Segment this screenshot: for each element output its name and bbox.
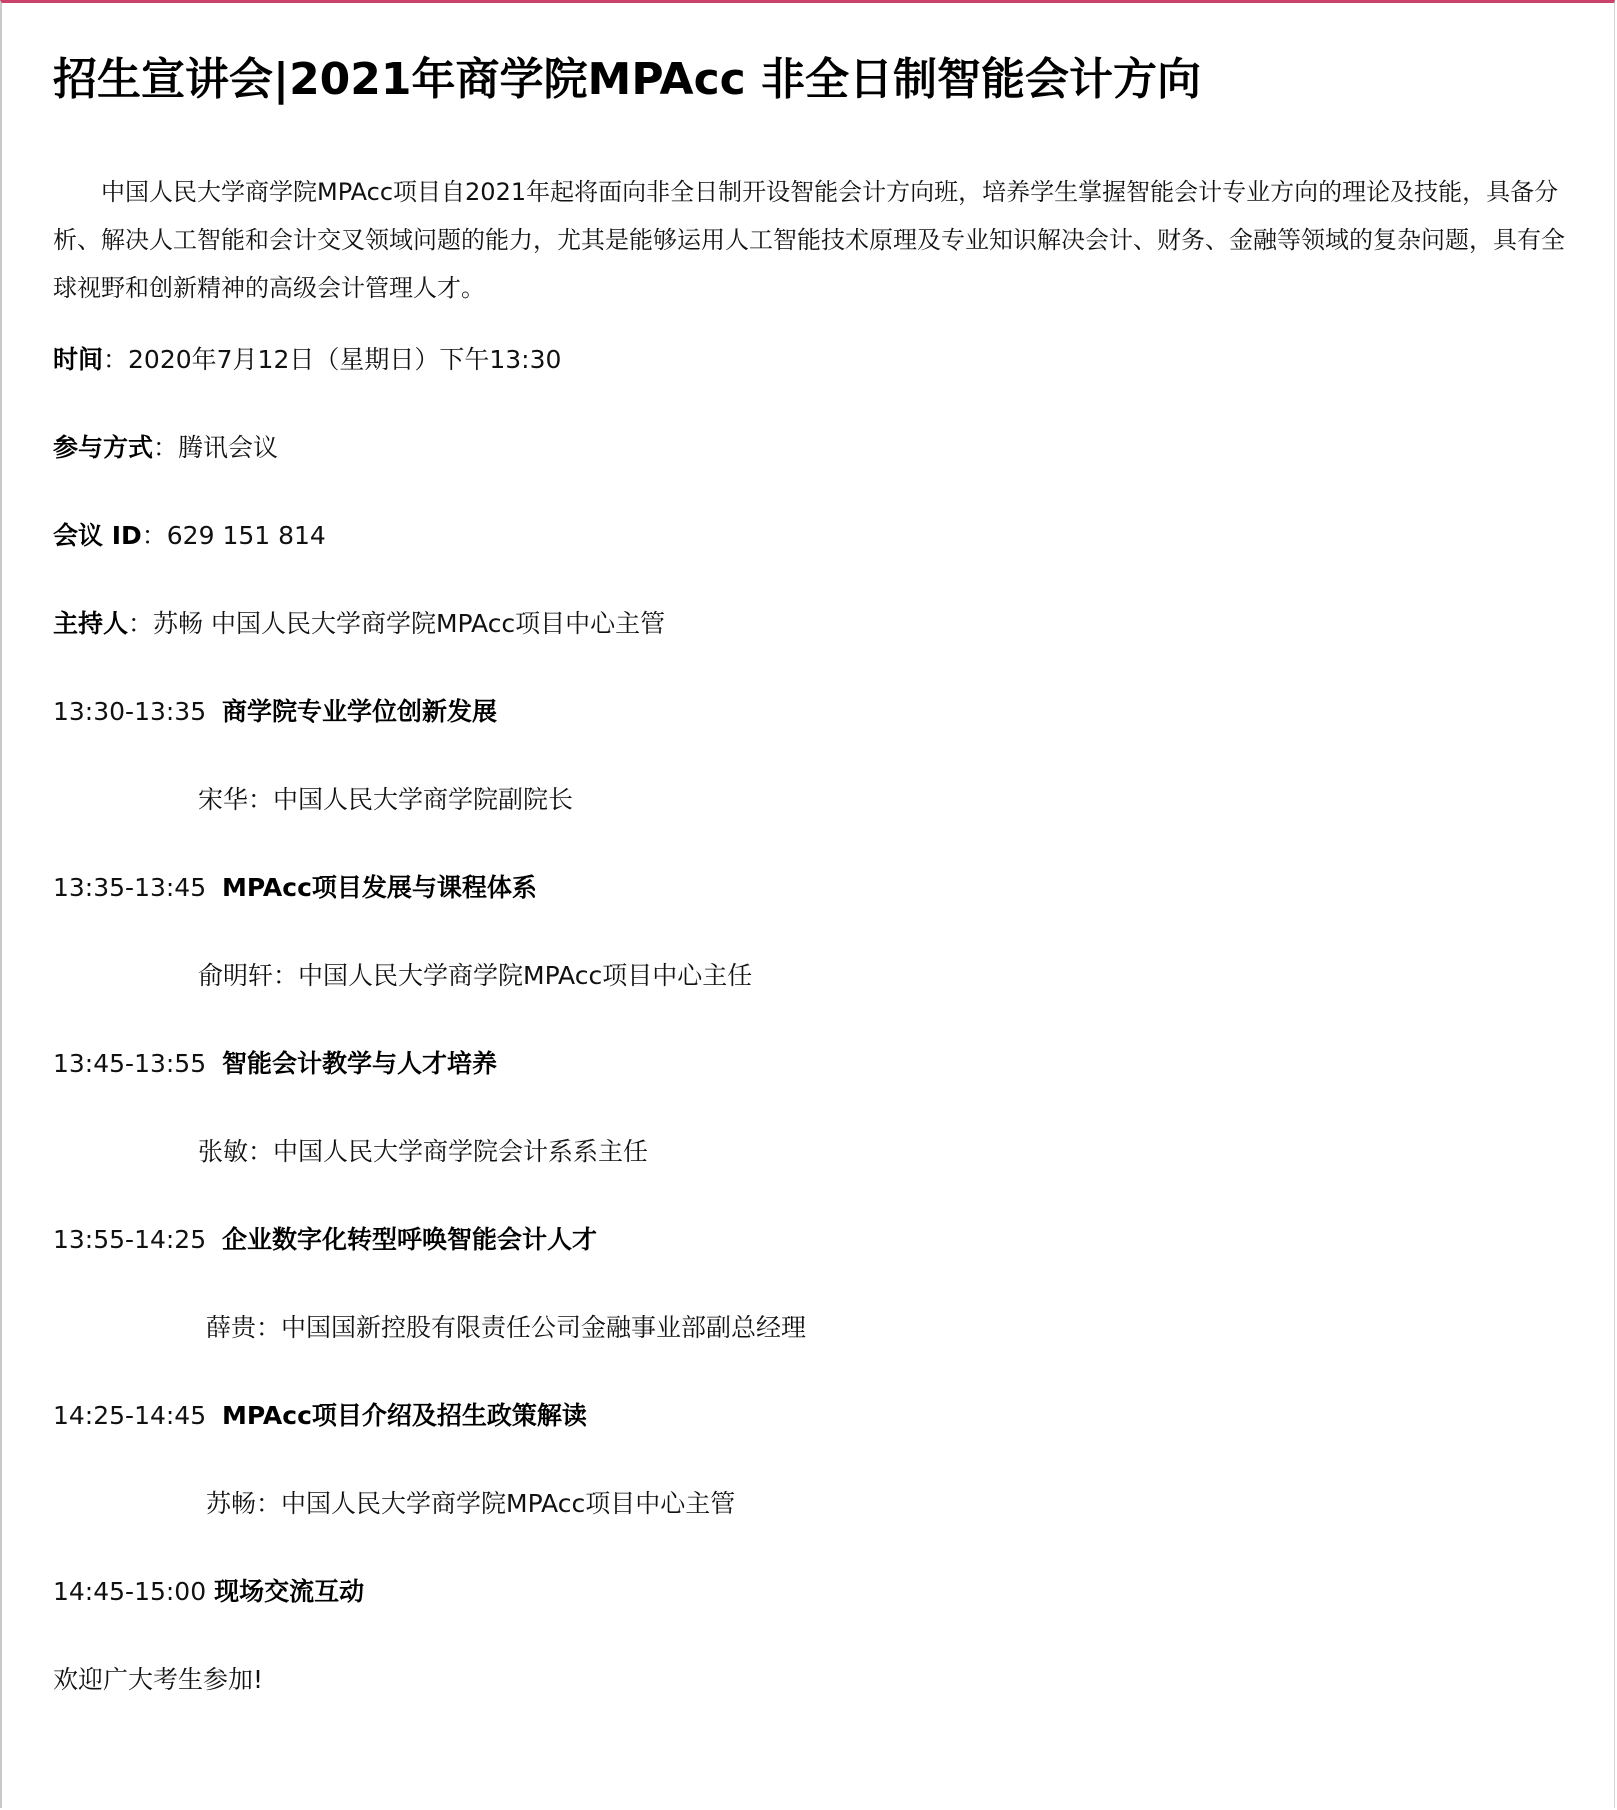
time-row (53, 342, 561, 378)
article (53, 50, 1573, 312)
agenda-time: 13:45-13:55 (53, 1049, 207, 1078)
time-value: 2020年7月12日（星期日）下午13:30 (128, 345, 562, 374)
host-value: 苏畅 中国人民大学商学院MPAcc项目中心主管 (153, 609, 666, 638)
agenda-topic: MPAcc项目发展与课程体系 (222, 873, 537, 902)
sep: ： (103, 345, 129, 374)
page-title: 招生宣讲会|2021年商学院MPAcc 非全日制智能会计方向 (53, 54, 1202, 105)
agenda-item-2 (53, 870, 537, 906)
meeting-id-row (53, 518, 326, 554)
sep: ： (128, 609, 154, 638)
time-label: 时间 (53, 345, 104, 374)
agenda-speaker-4: 薛贵：中国国新控股有限责任公司金融事业部副总经理 (206, 1313, 807, 1342)
meeting-id-label: 会议 ID (53, 521, 142, 550)
agenda-speaker-3: 张敏：中国人民大学商学院会计系系主任 (198, 1137, 649, 1166)
agenda-speaker-1: 宋华：中国人民大学商学院副院长 (198, 785, 574, 814)
intro-paragraph: 中国人民大学商学院MPAcc项目自2021年起将面向非全日制开设智能会计方向班，培养学生掌握智能会计专业方向的理论及技能，具备分析、解决人工智能和会计交叉领域问题的能力，尤其是能够运用人工智能技术原理及专业知识解决会计、财务、金融等领域的复杂问题，具有全球视野和创新精神的高级会计管理人才。 (53, 178, 1565, 302)
agenda-item-6 (53, 1574, 364, 1610)
host-label: 主持人 (53, 609, 129, 638)
agenda-topic: 现场交流互动 (214, 1577, 365, 1606)
mode-label: 参与方式 (53, 433, 154, 462)
host-row (53, 606, 665, 642)
agenda-item-1 (53, 694, 497, 730)
mode-row (53, 430, 278, 466)
mode-value: 腾讯会议 (178, 433, 279, 462)
agenda-topic: 企业数字化转型呼唤智能会计人才 (222, 1225, 598, 1254)
agenda-topic: 商学院专业学位创新发展 (222, 697, 498, 726)
agenda-time: 13:35-13:45 (53, 873, 207, 902)
agenda-time: 14:25-14:45 (53, 1401, 207, 1430)
agenda-time: 13:30-13:35 (53, 697, 207, 726)
agenda-time: 14:45-15:00 (53, 1577, 207, 1606)
agenda-item-3 (53, 1046, 497, 1082)
agenda-item-5 (53, 1398, 587, 1434)
sep: ： (141, 521, 167, 550)
agenda-item-4 (53, 1222, 597, 1258)
meeting-id-value: 629 151 814 (166, 521, 326, 550)
agenda-speaker-2: 俞明轩：中国人民大学商学院MPAcc项目中心主任 (198, 961, 753, 990)
agenda-time: 13:55-14:25 (53, 1225, 207, 1254)
agenda-topic: MPAcc项目介绍及招生政策解读 (222, 1401, 587, 1430)
sep: ： (153, 433, 179, 462)
agenda-speaker-5: 苏畅：中国人民大学商学院MPAcc项目中心主管 (206, 1489, 736, 1518)
agenda-topic: 智能会计教学与人才培养 (222, 1049, 498, 1078)
closing-text: 欢迎广大考生参加! (53, 1665, 264, 1694)
